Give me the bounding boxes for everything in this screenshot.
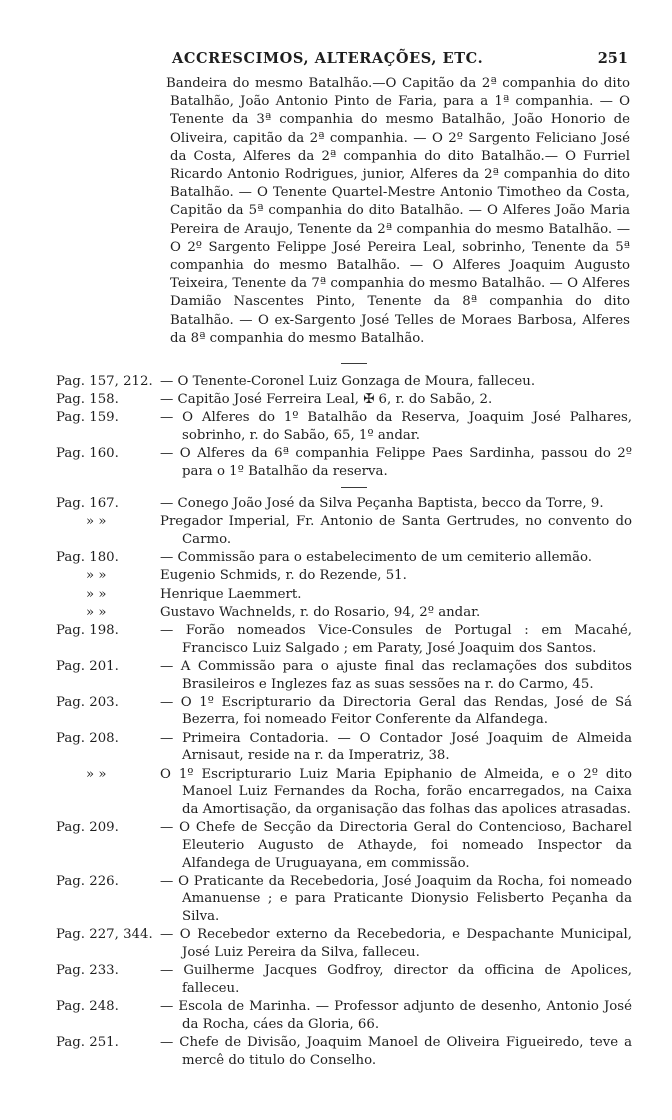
entry-page-ref: Pag. 226. (56, 873, 119, 889)
entry-page-ref: Pag. 248. (56, 999, 119, 1015)
entry-row (56, 373, 632, 391)
entry-row (56, 513, 632, 548)
entry-row (56, 819, 632, 872)
entry-text: — O Alferes da 6ª companhia Felippe Paes Sardinha, passou do 2º para o 1º Batalhão da reserva. (160, 446, 632, 480)
entry-text: — O Alferes do 1º Batalhão da Reserva, Joaquim José Palhares, sobrinho, r. do Sabão, 65, 1º andar. (160, 410, 632, 444)
entry-row (56, 694, 632, 729)
entry-row (56, 1034, 632, 1069)
entry-page-ref: » » (86, 568, 107, 584)
entry-page-ref: Pag. 201. (56, 658, 119, 674)
entry-row (56, 445, 632, 480)
entry-text: — Forão nomeados Vice-Consules de Portugal : em Macahé, Francisco Luiz Salgado ; em Paraty, José Joaquim dos Santos. (160, 622, 632, 656)
section-rule (341, 487, 367, 488)
entry-page-ref: » » (86, 766, 107, 782)
entry-page-ref: Pag. 167. (56, 496, 119, 511)
entry-row (56, 873, 632, 926)
entry-row (56, 604, 632, 622)
entry-page-ref: Pag. 160. (56, 446, 119, 462)
entry-text: Eugenio Schmids, r. do Rezende, 51. (160, 568, 407, 584)
entry-page-ref: Pag. 208. (56, 730, 119, 746)
entry-text: — O Praticante da Recebedoria, José Joaquim da Rocha, foi nomeado Amanuense ; e para Praticante Dionysio Felisberto Peçanha da Silva. (160, 873, 632, 925)
entry-page-ref: Pag. 233. (56, 963, 119, 979)
entry-page-ref: Pag. 227, 344. (56, 927, 153, 943)
entry-page-ref: Pag. 209. (56, 820, 119, 836)
entry-row (56, 586, 632, 604)
entry-row (56, 998, 632, 1033)
entry-page-ref: Pag. 198. (56, 622, 119, 638)
entry-row (56, 391, 632, 409)
entry-page-ref: Pag. 251. (56, 1035, 119, 1051)
entry-row (56, 409, 632, 444)
entry-page-ref: » » (86, 604, 107, 620)
entry-row (56, 549, 632, 567)
entry-text: Pregador Imperial, Fr. Antonio de Santa Gertrudes, no convento do Carmo. (160, 514, 632, 547)
entry-text: — Chefe de Divisão, Joaquim Manoel de Oliveira Figueiredo, teve a mercê do titulo do Conselho. (160, 1035, 632, 1068)
entry-row (56, 926, 632, 961)
entry-text: — Conego João José da Silva Peçanha Baptista, becco da Torre, 9. (160, 496, 604, 511)
entry-page-ref: Pag. 203. (56, 694, 119, 710)
entry-page-ref: » » (86, 514, 107, 530)
entry-row (56, 658, 632, 693)
entries-group-2 (56, 495, 632, 1070)
entry-text: — Guilherme Jacques Godfroy, director da officina de Apolices, falleceu. (160, 963, 632, 996)
entry-text: O 1º Escripturario Luiz Maria Epiphanio de Almeida, e o 2º dito Manoel Luiz Fernandes da Rocha, forão encarregados, na Caixa da Amortisação, da organisação das folhas das apolices atrasadas. (160, 766, 632, 817)
entry-page-ref: » » (86, 586, 107, 602)
entry-text: — O Recebedor externo da Recebedoria, e Despachante Municipal, José Luiz Pereira da Silva, falleceu. (160, 927, 632, 961)
page-number: 251 (597, 50, 628, 67)
continued-paragraph: Bandeira do mesmo Batalhão.—O Capitão da 2ª companhia do dito Batalhão, João Antonio Pinto de Faria, para a 1ª companhia. — O Tenente da 3ª companhia do mesmo Batalhão, João Honorio de Oliveira, capitão da 2ª companhia. — O 2º Sargento Feliciano José da Costa, Alferes da 2ª companhia do dito Batalhão.— O Furriel Ricardo Antonio Rodrigues, junior, Alferes da 2ª companhia do dito Batalhão. — O Tenente Quartel-Mestre Antonio Timotheo da Costa, Capitão da 5ª companhia do dito Batalhão. — O Alferes João Maria Pereira de Araujo, Tenente da 2ª companhia do mesmo Batalhão. — O 2º Sargento Felippe José Pereira Leal, sobrinho, Tenente da 5ª companhia do mesmo Batalhão. — O Alferes Joaquim Augusto Teixeira, Tenente da 7ª companhia do mesmo Batalhão. — O Alferes Damião Nascentes Pinto, Tenente da 8ª companhia do dito Batalhão. — O ex-Sargento José Telles de Moraes Barbosa, Alferes da 8ª companhia do mesmo Batalhão. (166, 76, 630, 346)
entry-row (56, 622, 632, 657)
entry-text: — Escola de Marinha. — Professor adjunto de desenho, Antonio José da Rocha, cáes da Gloria, 66. (160, 999, 632, 1032)
entry-text: — Primeira Contadoria. — O Contador José Joaquim de Almeida Arnisaut, reside na r. da Imperatriz, 38. (160, 730, 632, 764)
section-rule (341, 363, 367, 364)
running-header (60, 50, 628, 70)
entry-text: — A Commissão para o ajuste final das reclamações dos subditos Brasileiros e Inglezes faz as suas sessões na r. do Carmo, 45. (160, 658, 632, 692)
entry-row (56, 730, 632, 765)
entry-row (56, 962, 632, 997)
entry-page-ref: Pag. 159. (56, 410, 119, 426)
entry-text: — O Tenente-Coronel Luiz Gonzaga de Moura, falleceu. (160, 374, 536, 389)
entry-text: — Commissão para o estabelecimento de um cemiterio allemão. (160, 550, 593, 566)
entry-text: — O Chefe de Secção da Directoria Geral do Contencioso, Bacharel Eleuterio Augusto de Athayde, foi nomeado Inspector da Alfandega de Uruguayana, em commissão. (160, 820, 632, 871)
entry-text: Henrique Laemmert. (160, 586, 302, 602)
entry-row (56, 567, 632, 585)
entry-page-ref: Pag. 158. (56, 392, 119, 408)
entries-group-1 (56, 373, 632, 481)
entry-page-ref: Pag. 157, 212. (56, 374, 153, 389)
header-title: ACCRESCIMOS, ALTERAÇÕES, ETC. (172, 50, 484, 67)
entry-row (56, 495, 632, 513)
entry-text: Gustavo Wachnelds, r. do Rosario, 94, 2º andar. (160, 604, 481, 620)
entry-text: — Capitão José Ferreira Leal, ✠ 6, r. do Sabão, 2. (160, 392, 493, 408)
entry-text: — O 1º Escripturario da Directoria Geral das Rendas, José de Sá Bezerra, foi nomeado Feitor Conferente da Alfandega. (160, 694, 632, 728)
entry-row (56, 766, 632, 819)
entry-page-ref: Pag. 180. (56, 550, 119, 566)
